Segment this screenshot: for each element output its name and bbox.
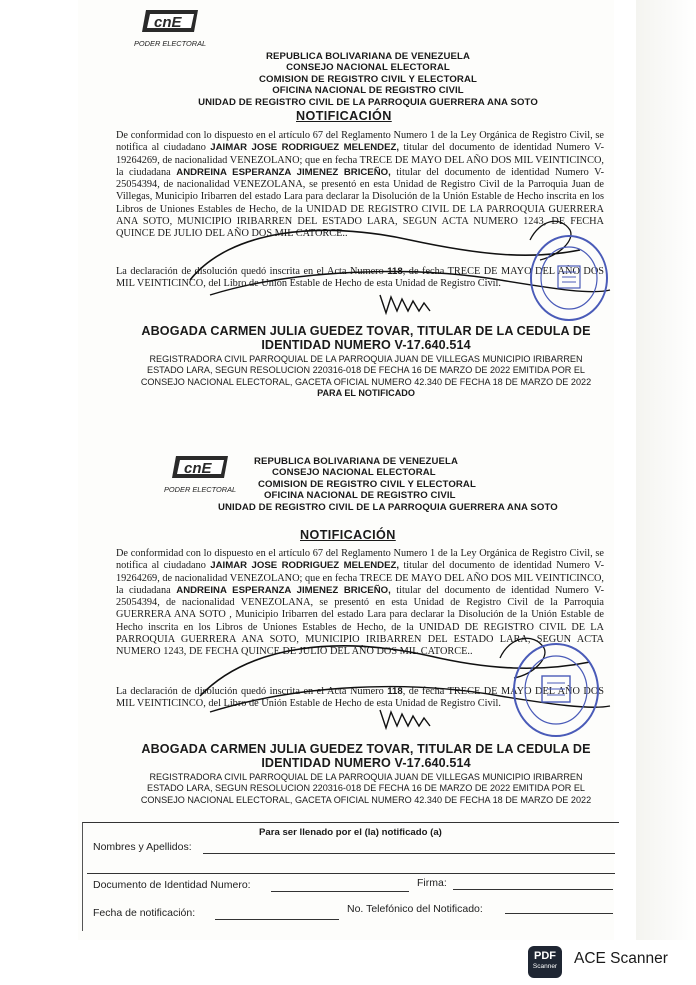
text-run: titular del documento de identidad Numero V-25054394, de nacionalidad VENEZOLANA, se presentó en esta Unidad de Registro Civil de la Parroquia GUERRERA ANA SOTO , Municipio Iribarren del estado Lara para declarar la Disolución de la Unión Estable de Hecho inscrita en los Libros de Uniones Estables de Hecho, de la UNIDAD DE REGISTRO CIVIL DE LA PARROQUIA GUERRERA ANA SOTO, MUNICIPIO IRIBARREN DEL ESTADO LARA, SEGUN ACTA NUMERO 1243, DE FECHA QUINCE DE JULIO DEL AÑO DOS MIL CATORCE.. [116,584,604,658]
signatory-block-top [118,324,614,352]
logo-caption: PODER ELECTORAL [164,485,237,494]
text-run: La declaración de disolución quedó inscrita en el Acta Numero [116,686,388,697]
header-line: COMISION DE REGISTRO CIVIL Y ELECTORAL [258,478,476,490]
detail-line: REGISTRADORA CIVIL PARROQUIAL DE LA PARROQUIA JUAN DE VILLEGAS MUNICIPIO IRIBARREN [149,772,583,782]
phone-field-line[interactable] [505,913,613,914]
signatory-name: ABOGADA CARMEN JULIA GUEDEZ TOVAR, TITULAR DE LA CEDULA DE [141,324,591,338]
id-field-line[interactable] [271,891,409,892]
notified-form [82,822,619,931]
logo-mark-text: cnE [184,460,212,477]
signatory-details-top [118,354,614,400]
app-name: ACE Scanner [574,950,668,967]
signatory-id: IDENTIDAD NUMERO V-17.640.514 [261,756,471,770]
signature-field-line[interactable] [453,889,613,890]
header-line: COMISION DE REGISTRO CIVIL Y ELECTORAL [259,73,477,85]
name-label: Nombres y Apellidos: [93,841,192,853]
text-run: De conformidad con lo dispuesto en el artículo 67 del Reglamento Numero 1 de la Ley Orgánica de Registro Civil, se notifica al ciudadano [116,130,604,154]
header-line: REPUBLICA BOLIVARIANA DE VENEZUELA [266,51,470,62]
logo-mark-text: cnE [154,14,182,31]
declarant-name: ANDREINA ESPERANZA JIMENEZ BRICEÑO, [176,584,391,596]
name-field-line[interactable] [203,853,615,854]
signature-label: Firma: [417,877,447,889]
text-run: La declaración de disolución quedó inscrita en el Acta Numero [116,266,388,277]
id-label: Documento de Identidad Numero: [93,879,251,891]
text-run: De conformidad con lo dispuesto en el artículo 67 del Reglamento Numero 1 de la Ley Orgánica de Registro Civil, se notifica al ciudadano [116,548,604,572]
app-icon-label: PDF [534,950,556,962]
for-notified-label: PARA EL NOTIFICADO [317,388,415,399]
header-line: OFICINA NACIONAL DE REGISTRO CIVIL [272,85,464,97]
detail-line: ESTADO LARA, SEGUN RESOLUCION 220316-018 DE FECHA 16 DE MARZO DE 2022 EMITIDA POR EL [147,783,585,794]
signatory-details-bottom [118,772,614,806]
notice-title-bottom: NOTIFICACIÓN [300,528,396,542]
acta-number: 118 [387,686,403,697]
date-field-line[interactable] [215,919,339,920]
header-line: OFICINA NACIONAL DE REGISTRO CIVIL [264,490,456,502]
signatory-block-bottom [118,742,614,770]
text-run: , de fecha TRECE DE MAYO DEL AÑO DOS MIL VEINTICINCO, del Libro de Unión Estable de Hecho de esta Unidad de Registro Civil. [116,686,604,710]
official-stamp-bottom [510,640,602,740]
header-line: CONSEJO NACIONAL ELECTORAL [272,467,436,479]
notice-title-top: NOTIFICACIÓN [296,109,392,123]
notified-name: JAIMAR JOSE RODRIGUEZ MELENDEZ, [210,142,400,154]
text-run: , de fecha TRECE DE MAYO DEL AÑO DOS MIL VEINTICINCO, del Libro de Unión Estable de Hecho de esta Unidad de Registro Civil. [116,266,604,290]
text-run: titular del documento de identidad Numero V-25054394, de nacionalidad VENEZOLANA, se presentó en esta Unidad de Registro Civil de la Parroquia Juan de Villegas, Municipio Iribarren del estado Lara para declarar la Disolución de la Unión Estable de Hecho inscrita en los Libros de Uniones Estables de Hecho, de la UNIDAD DE REGISTRO CIVIL DE LA PARROQUIA GUERRERA ANA SOTO, MUNICIPIO IRIBARREN DEL ESTADO LARA, SEGUN ACTA NUMERO 1243, DE FECHA QUINCE DE JULIO DEL AÑO DOS MIL CATORCE.. [116,166,604,240]
declarant-name: ANDREINA ESPERANZA JIMENEZ BRICEÑO, [176,166,391,178]
page-shadow-edge [636,0,696,940]
name-field-line-2[interactable] [87,873,615,874]
text-run: titular del documento de identidad Numero V-19264269, de nacionalidad VENEZOLANO; que en fecha TRECE DE MAYO DEL AÑO DOS MIL VEINTICINCO, la ciudadana [116,142,605,178]
phone-label: No. Telefónico del Notificado: [347,903,483,915]
text-run: titular del documento de identidad Numero V-19264269, de nacionalidad VENEZOLANO; que en fecha TRECE DE MAYO DEL AÑO DOS MIL VEINTICINCO, la ciudadana [116,560,605,596]
detail-line: REGISTRADORA CIVIL PARROQUIAL DE LA PARROQUIA JUAN DE VILLEGAS MUNICIPIO IRIBARREN [149,354,583,364]
notified-name: JAIMAR JOSE RODRIGUEZ MELENDEZ, [210,560,400,572]
header-line: REPUBLICA BOLIVARIANA DE VENEZUELA [254,456,458,467]
detail-line: CONSEJO NACIONAL ELECTORAL, GACETA OFICIAL NUMERO 42.340 DE FECHA 18 DE MARZO DE 2022 [140,794,592,805]
header-line: UNIDAD DE REGISTRO CIVIL DE LA PARROQUIA GUERRERA ANA SOTO [218,501,558,513]
header-block-bottom [218,456,590,513]
header-line: CONSEJO NACIONAL ELECTORAL [286,62,450,74]
signatory-id: IDENTIDAD NUMERO V-17.640.514 [261,338,471,352]
form-title: Para ser llenado por el (la) notificado (a) [259,827,442,838]
logo-caption: PODER ELECTORAL [134,39,207,48]
acta-number: 118 [387,266,403,277]
date-label: Fecha de notificación: [93,907,196,919]
signatory-name: ABOGADA CARMEN JULIA GUEDEZ TOVAR, TITULAR DE LA CEDULA DE [141,742,591,756]
cne-logo-top [128,6,212,50]
app-icon-sublabel: Scanner [532,963,558,970]
cne-logo-mark [128,6,212,50]
detail-line: CONSEJO NACIONAL ELECTORAL, GACETA OFICIAL NUMERO 42.340 DE FECHA 18 DE MARZO DE 2022 [140,376,592,387]
pdf-scanner-app-icon[interactable] [528,946,562,978]
header-line: UNIDAD DE REGISTRO CIVIL DE LA PARROQUIA GUERRERA ANA SOTO [198,96,538,108]
official-stamp-top [528,232,610,324]
header-block-top [168,51,568,108]
detail-line: ESTADO LARA, SEGUN RESOLUCION 220316-018 DE FECHA 16 DE MARZO DE 2022 EMITIDA POR EL [147,365,585,376]
